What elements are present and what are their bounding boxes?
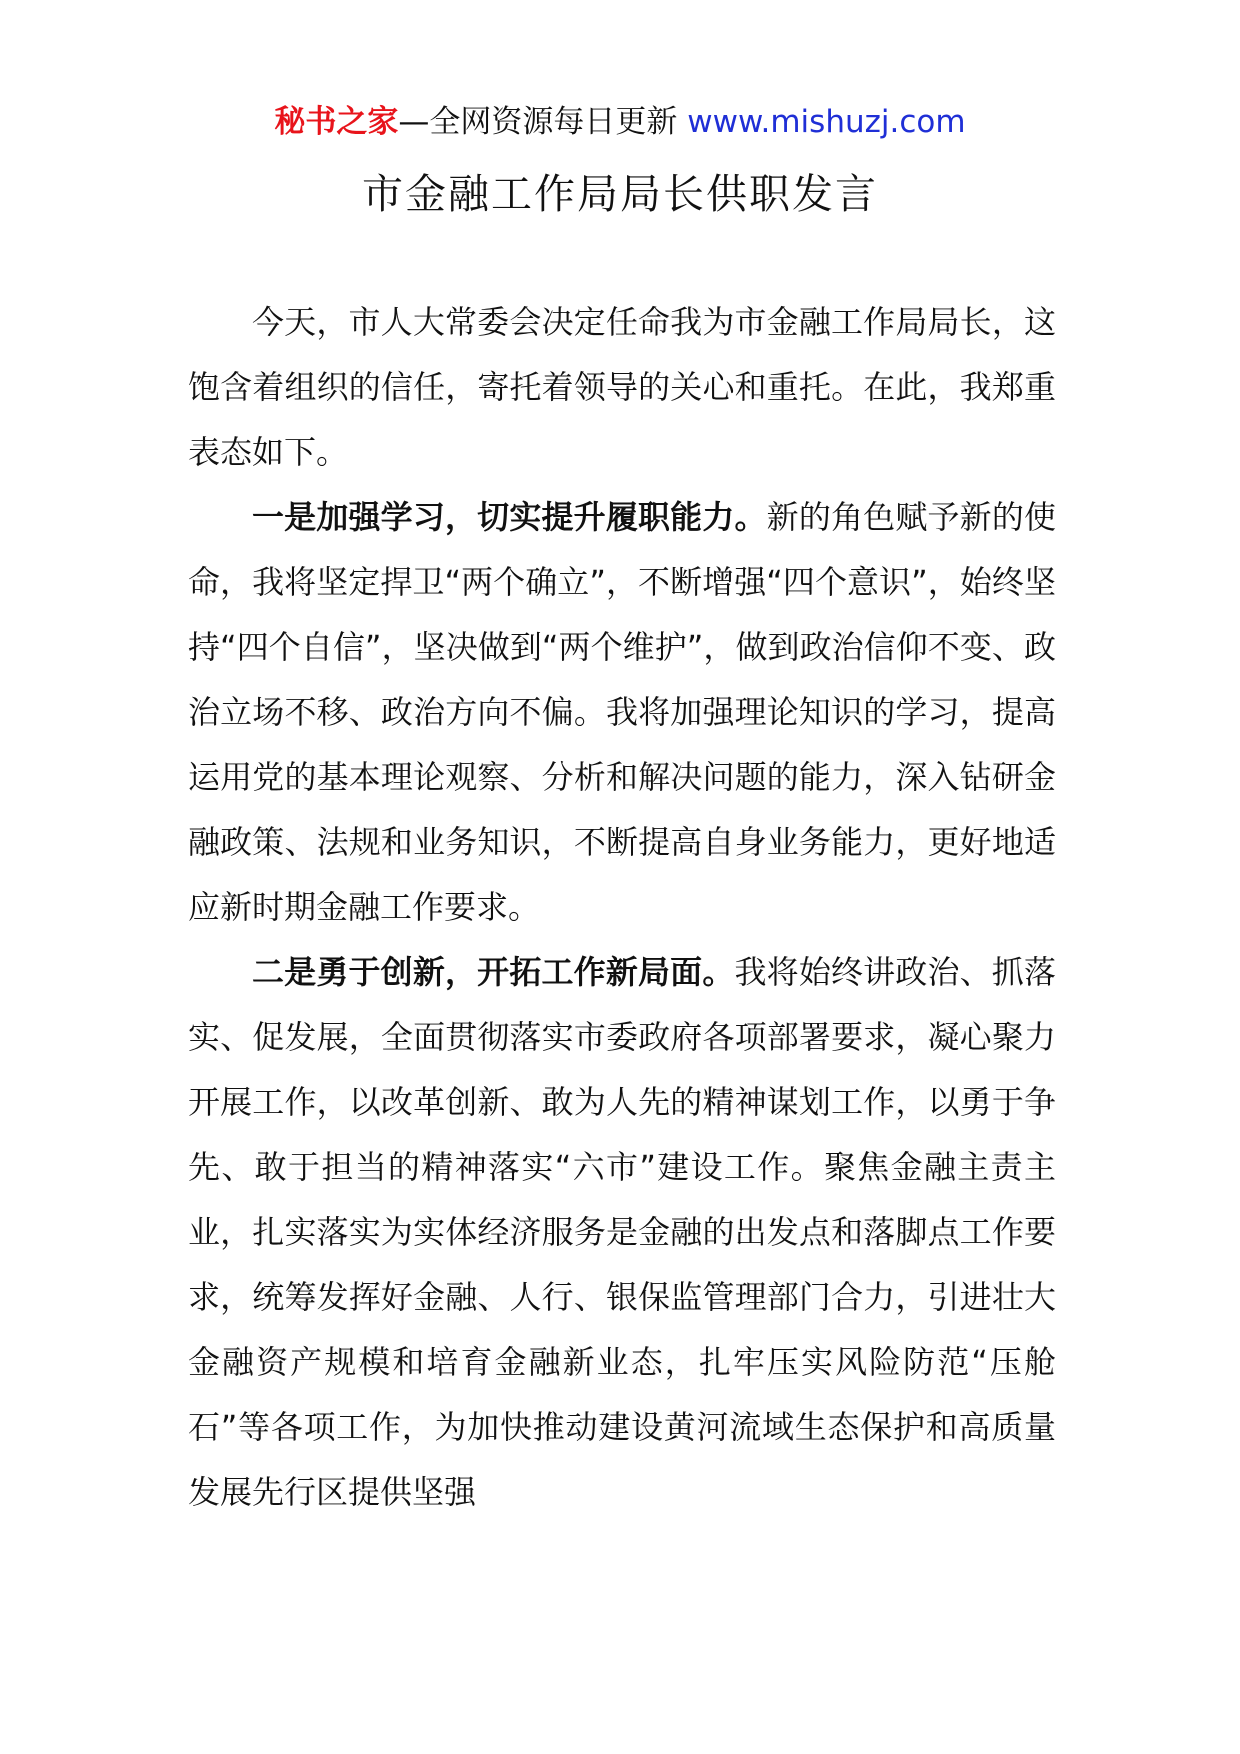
brand-name: 秘书之家: [274, 104, 399, 140]
header-slogan: —全网资源每日更新: [398, 104, 678, 140]
paragraph-innovation: [188, 940, 1056, 1525]
paragraph-lead: 一是加强学习，切实提升履职能力。: [252, 498, 767, 536]
site-url-link[interactable]: www.mishuzj.com: [687, 104, 966, 140]
document-title: 市金融工作局局长供职发言: [362, 170, 878, 218]
paragraph-lead: 二是勇于创新，开拓工作新局面。: [252, 953, 735, 991]
paragraph-intro: [188, 290, 1056, 485]
document-body: [188, 290, 1056, 1525]
paragraph-text: 今天，市人大常委会决定任命我为市金融工作局局长，这饱含着组织的信任，寄托着领导的关心和重托。在此，我郑重表态如下。: [188, 303, 1056, 471]
paragraph-study: [188, 485, 1056, 940]
paragraph-text: 新的角色赋予新的使命，我将坚定捍卫“两个确立”，不断增强“四个意识”，始终坚持“四个自信”，坚决做到“两个维护”，做到政治信仰不变、政治立场不移、政治方向不偏。我将加强理论知识的学习，提高运用党的基本理论观察、分析和解决问题的能力，深入钻研金融政策、法规和业务知识，不断提高自身业务能力，更好地适应新时期金融工作要求。: [188, 498, 1056, 926]
watermark-header: [0, 100, 1240, 144]
paragraph-text: 我将始终讲政治、抓落实、促发展，全面贯彻落实市委政府各项部署要求，凝心聚力开展工作，以改革创新、敢为人先的精神谋划工作，以勇于争先、敢于担当的精神落实“六市”建设工作。聚焦金融主责主业，扎实落实为实体经济服务是金融的出发点和落脚点工作要求，统筹发挥好金融、人行、银保监管理部门合力，引进壮大金融资产规模和培育金融新业态，扎牢压实风险防范“压舱石”等各项工作，为加快推动建设黄河流域生态保护和高质量发展先行区提供坚强: [188, 953, 1056, 1511]
